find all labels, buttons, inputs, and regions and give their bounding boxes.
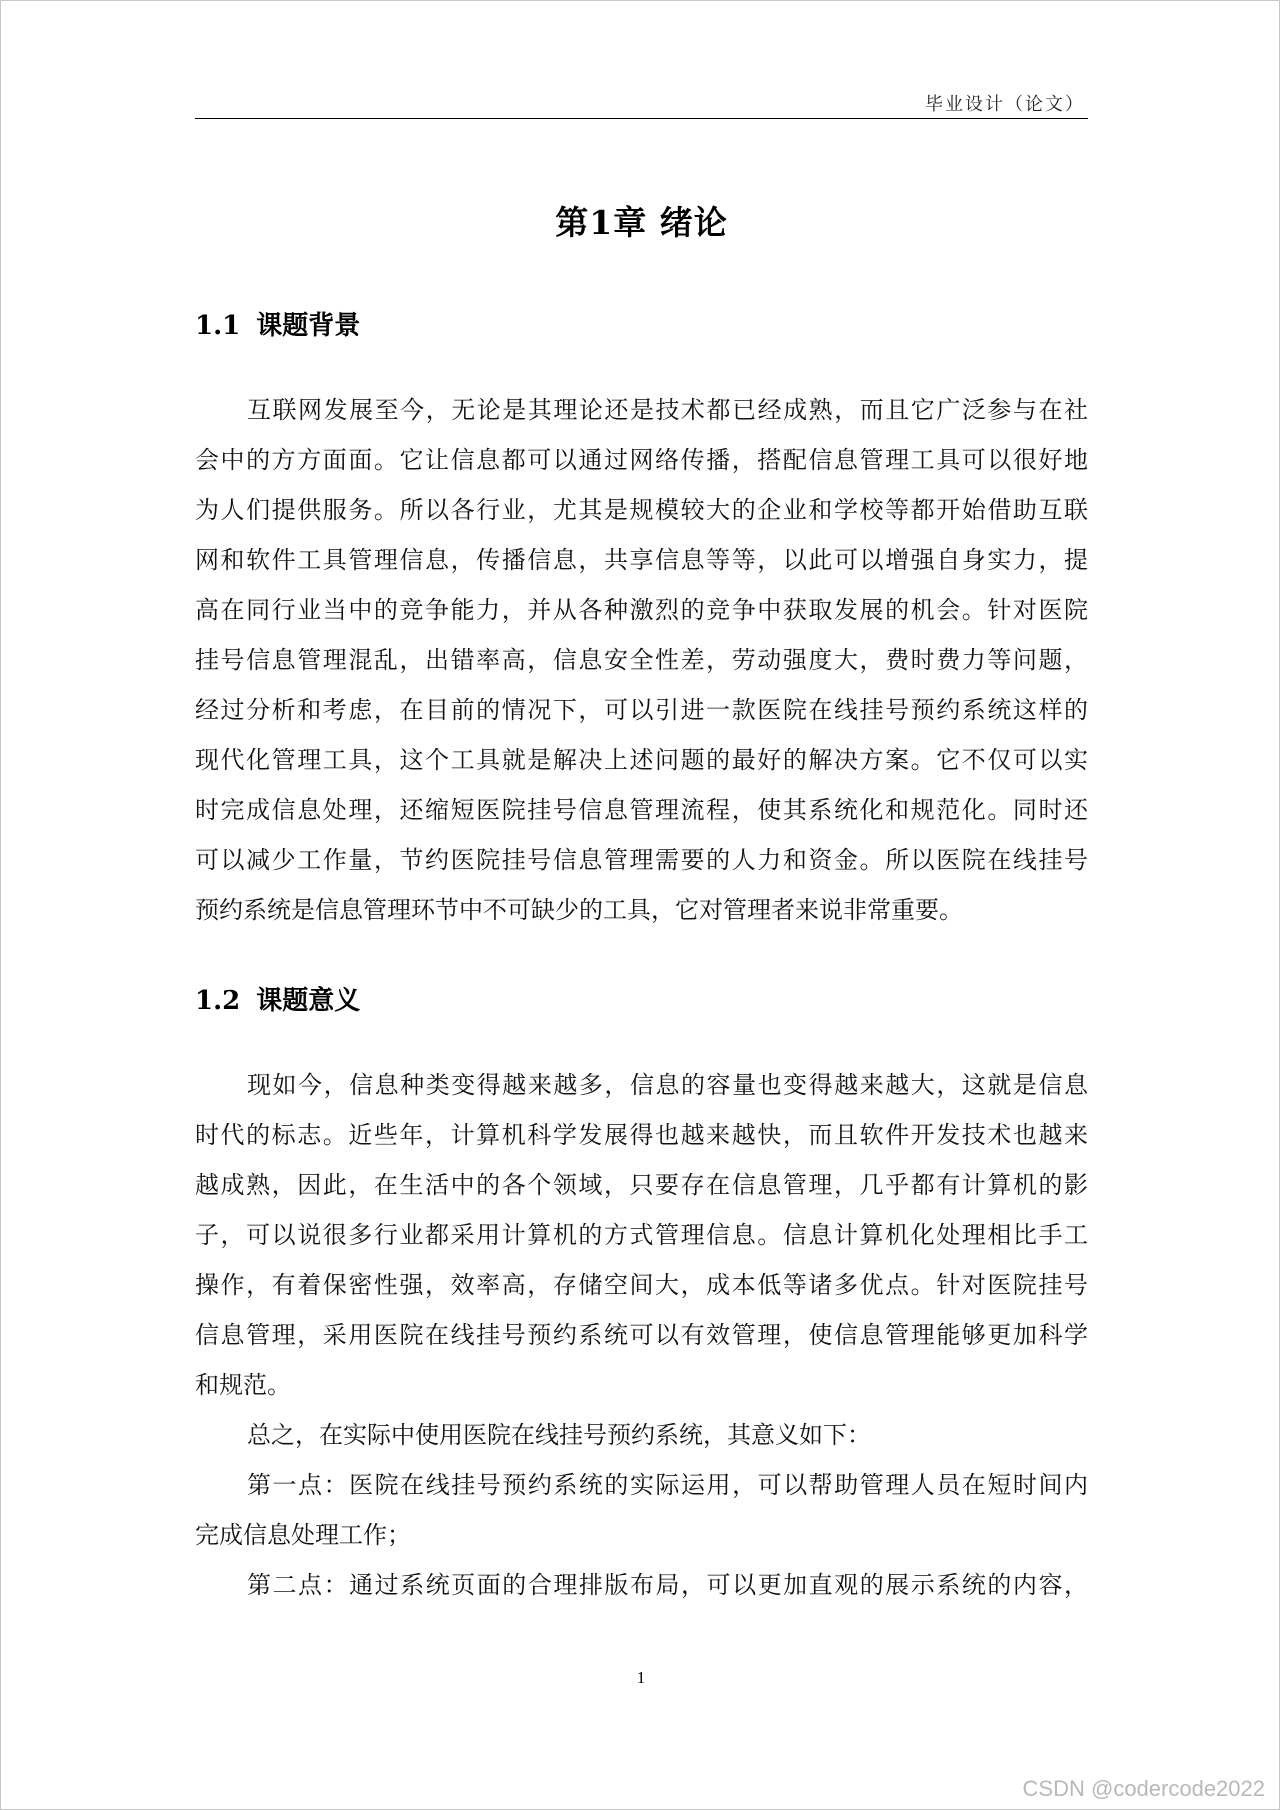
paragraph-line: 为人们提供服务。所以各行业，尤其是规模较大的企业和学校等都开始借助互联: [195, 496, 1088, 524]
chapter-title: 第1章 绪论: [555, 203, 728, 242]
section-number: 1.2: [195, 986, 241, 1016]
paragraph-line: 越成熟，因此，在生活中的各个领域，只要存在信息管理，几乎都有计算机的影: [195, 1171, 1088, 1199]
paragraph-line: 总之，在实际中使用医院在线挂号预约系统，其意义如下：: [247, 1421, 871, 1449]
section-heading-1-2: [195, 980, 360, 1017]
section-title-text: 课题背景: [256, 311, 361, 341]
paragraph-line: 子，可以说很多行业都采用计算机的方式管理信息。信息计算机化处理相比手工: [195, 1221, 1088, 1249]
watermark: CSDN @codercode2022: [1022, 1776, 1265, 1801]
running-header: 毕业设计（论文）: [925, 94, 1085, 115]
paragraph-line: 互联网发展至今，无论是其理论还是技术都已经成熟，而且它广泛参与在社: [247, 396, 1088, 424]
section-heading-1-1: [195, 305, 360, 342]
paragraph-line: 高在同行业当中的竞争能力，并从各种激烈的竞争中获取发展的机会。针对医院: [195, 596, 1088, 624]
paragraph-line: 现如今，信息种类变得越来越多，信息的容量也变得越来越大，这就是信息: [247, 1071, 1088, 1099]
paragraph-line: 经过分析和考虑，在目前的情况下，可以引进一款医院在线挂号预约系统这样的: [195, 696, 1088, 724]
paragraph-line: 时代的标志。近些年，计算机科学发展得也越来越快，而且软件开发技术也越来: [195, 1121, 1088, 1149]
paragraph-line: 网和软件工具管理信息，传播信息，共享信息等等，以此可以增强自身实力，提: [195, 546, 1088, 574]
paragraph-line: 操作，有着保密性强，效率高，存储空间大，成本低等诸多优点。针对医院挂号: [195, 1271, 1088, 1299]
paragraph-line: 时完成信息处理，还缩短医院挂号信息管理流程，使其系统化和规范化。同时还: [195, 796, 1088, 824]
paragraph-line: 可以减少工作量，节约医院挂号信息管理需要的人力和资金。所以医院在线挂号: [195, 846, 1088, 874]
section-number: 1.1: [195, 311, 241, 341]
paragraph-line: 会中的方方面面。它让信息都可以通过网络传播，搭配信息管理工具可以很好地: [195, 446, 1088, 474]
paragraph-line: 信息管理，采用医院在线挂号预约系统可以有效管理，使信息管理能够更加科学: [195, 1321, 1088, 1349]
page-number: 1: [636, 1668, 646, 1687]
paragraph-line: 第二点：通过系统页面的合理排版布局，可以更加直观的展示系统的内容，: [247, 1571, 1088, 1599]
paragraph-line: 第一点：医院在线挂号预约系统的实际运用，可以帮助管理人员在短时间内: [247, 1471, 1088, 1499]
paragraph-line: 完成信息处理工作；: [195, 1521, 411, 1549]
paragraph-line: 和规范。: [195, 1371, 291, 1399]
section-title-text: 课题意义: [256, 986, 361, 1016]
paragraph-line: 挂号信息管理混乱，出错率高，信息安全性差，劳动强度大，费时费力等问题，: [195, 646, 1088, 674]
header-divider: [195, 118, 1088, 119]
paragraph-line: 预约系统是信息管理环节中不可缺少的工具，它对管理者来说非常重要。: [195, 896, 963, 924]
paragraph-line: 现代化管理工具，这个工具就是解决上述问题的最好的解决方案。它不仅可以实: [195, 746, 1088, 774]
